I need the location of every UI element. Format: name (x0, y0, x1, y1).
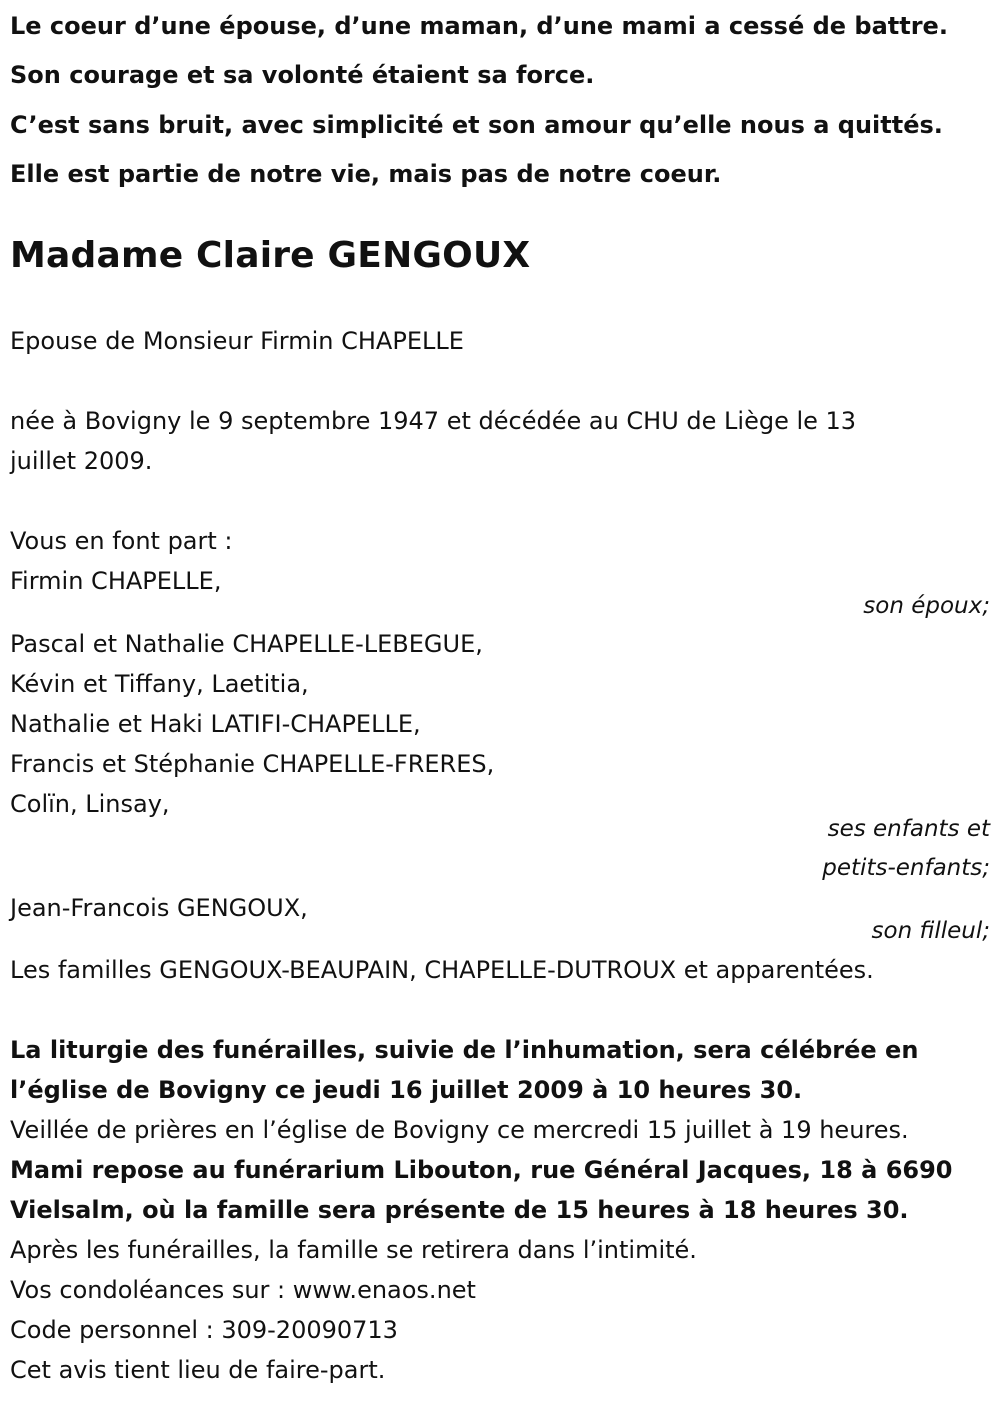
godson-relation: son filleul; (871, 918, 990, 944)
announce-line: Vous en font part : (10, 527, 233, 555)
after-line: Après les funérailles, la famille se retirera dans l’intimité. (10, 1236, 697, 1264)
rest-line-1: Mami repose au funérarium Libouton, rue Général Jacques, 18 à 6690 (10, 1156, 953, 1184)
intro-line-2: Son courage et sa volonté étaient sa force. (10, 61, 595, 89)
spouse-name: Firmin CHAPELLE, (10, 567, 222, 595)
birth-death-line-1: née à Bovigny le 9 septembre 1947 et décédée au CHU de Liège le 13 (10, 407, 857, 435)
intro-line-3: C’est sans bruit, avec simplicité et son amour qu’elle nous a quittés. (10, 111, 943, 139)
obituary-notice (10, 0, 990, 1406)
godson-name: Jean-Francois GENGOUX, (10, 894, 308, 922)
spouse-relation: son époux; (863, 593, 990, 619)
notice-line: Cet avis tient lieu de faire-part. (10, 1356, 386, 1384)
child-line-2: Kévin et Tiffany, Laetitia, (10, 670, 309, 698)
intro-line-4: Elle est partie de notre vie, mais pas de notre coeur. (10, 160, 722, 188)
liturgy-line-1: La liturgie des funérailles, suivie de l’inhumation, sera célébrée en (10, 1036, 919, 1064)
birth-death-line-2: juillet 2009. (10, 447, 153, 475)
liturgy-line-2: l’église de Bovigny ce jeudi 16 juillet 2009 à 10 heures 30. (10, 1076, 803, 1104)
spouse-line: Epouse de Monsieur Firmin CHAPELLE (10, 327, 464, 355)
rest-line-2: Vielsalm, où la famille sera présente de 15 heures à 18 heures 30. (10, 1196, 909, 1224)
intro-line-1: Le coeur d’une épouse, d’une maman, d’une mami a cessé de battre. (10, 12, 948, 40)
code-line: Code personnel : 309-20090713 (10, 1316, 398, 1344)
vigil-line: Veillée de prières en l’église de Bovigny ce mercredi 15 juillet à 19 heures. (10, 1116, 909, 1144)
children-relation-1: ses enfants et (827, 816, 990, 842)
child-line-5: Colïn, Linsay, (10, 790, 170, 818)
deceased-name: Madame Claire GENGOUX (10, 235, 531, 276)
families-line: Les familles GENGOUX-BEAUPAIN, CHAPELLE-DUTROUX et apparentées. (10, 956, 874, 984)
child-line-3: Nathalie et Haki LATIFI-CHAPELLE, (10, 710, 421, 738)
child-line-1: Pascal et Nathalie CHAPELLE-LEBEGUE, (10, 630, 483, 658)
child-line-4: Francis et Stéphanie CHAPELLE-FRERES, (10, 750, 495, 778)
condolences-line: Vos condoléances sur : www.enaos.net (10, 1276, 476, 1304)
children-relation-2: petits-enfants; (822, 855, 990, 881)
